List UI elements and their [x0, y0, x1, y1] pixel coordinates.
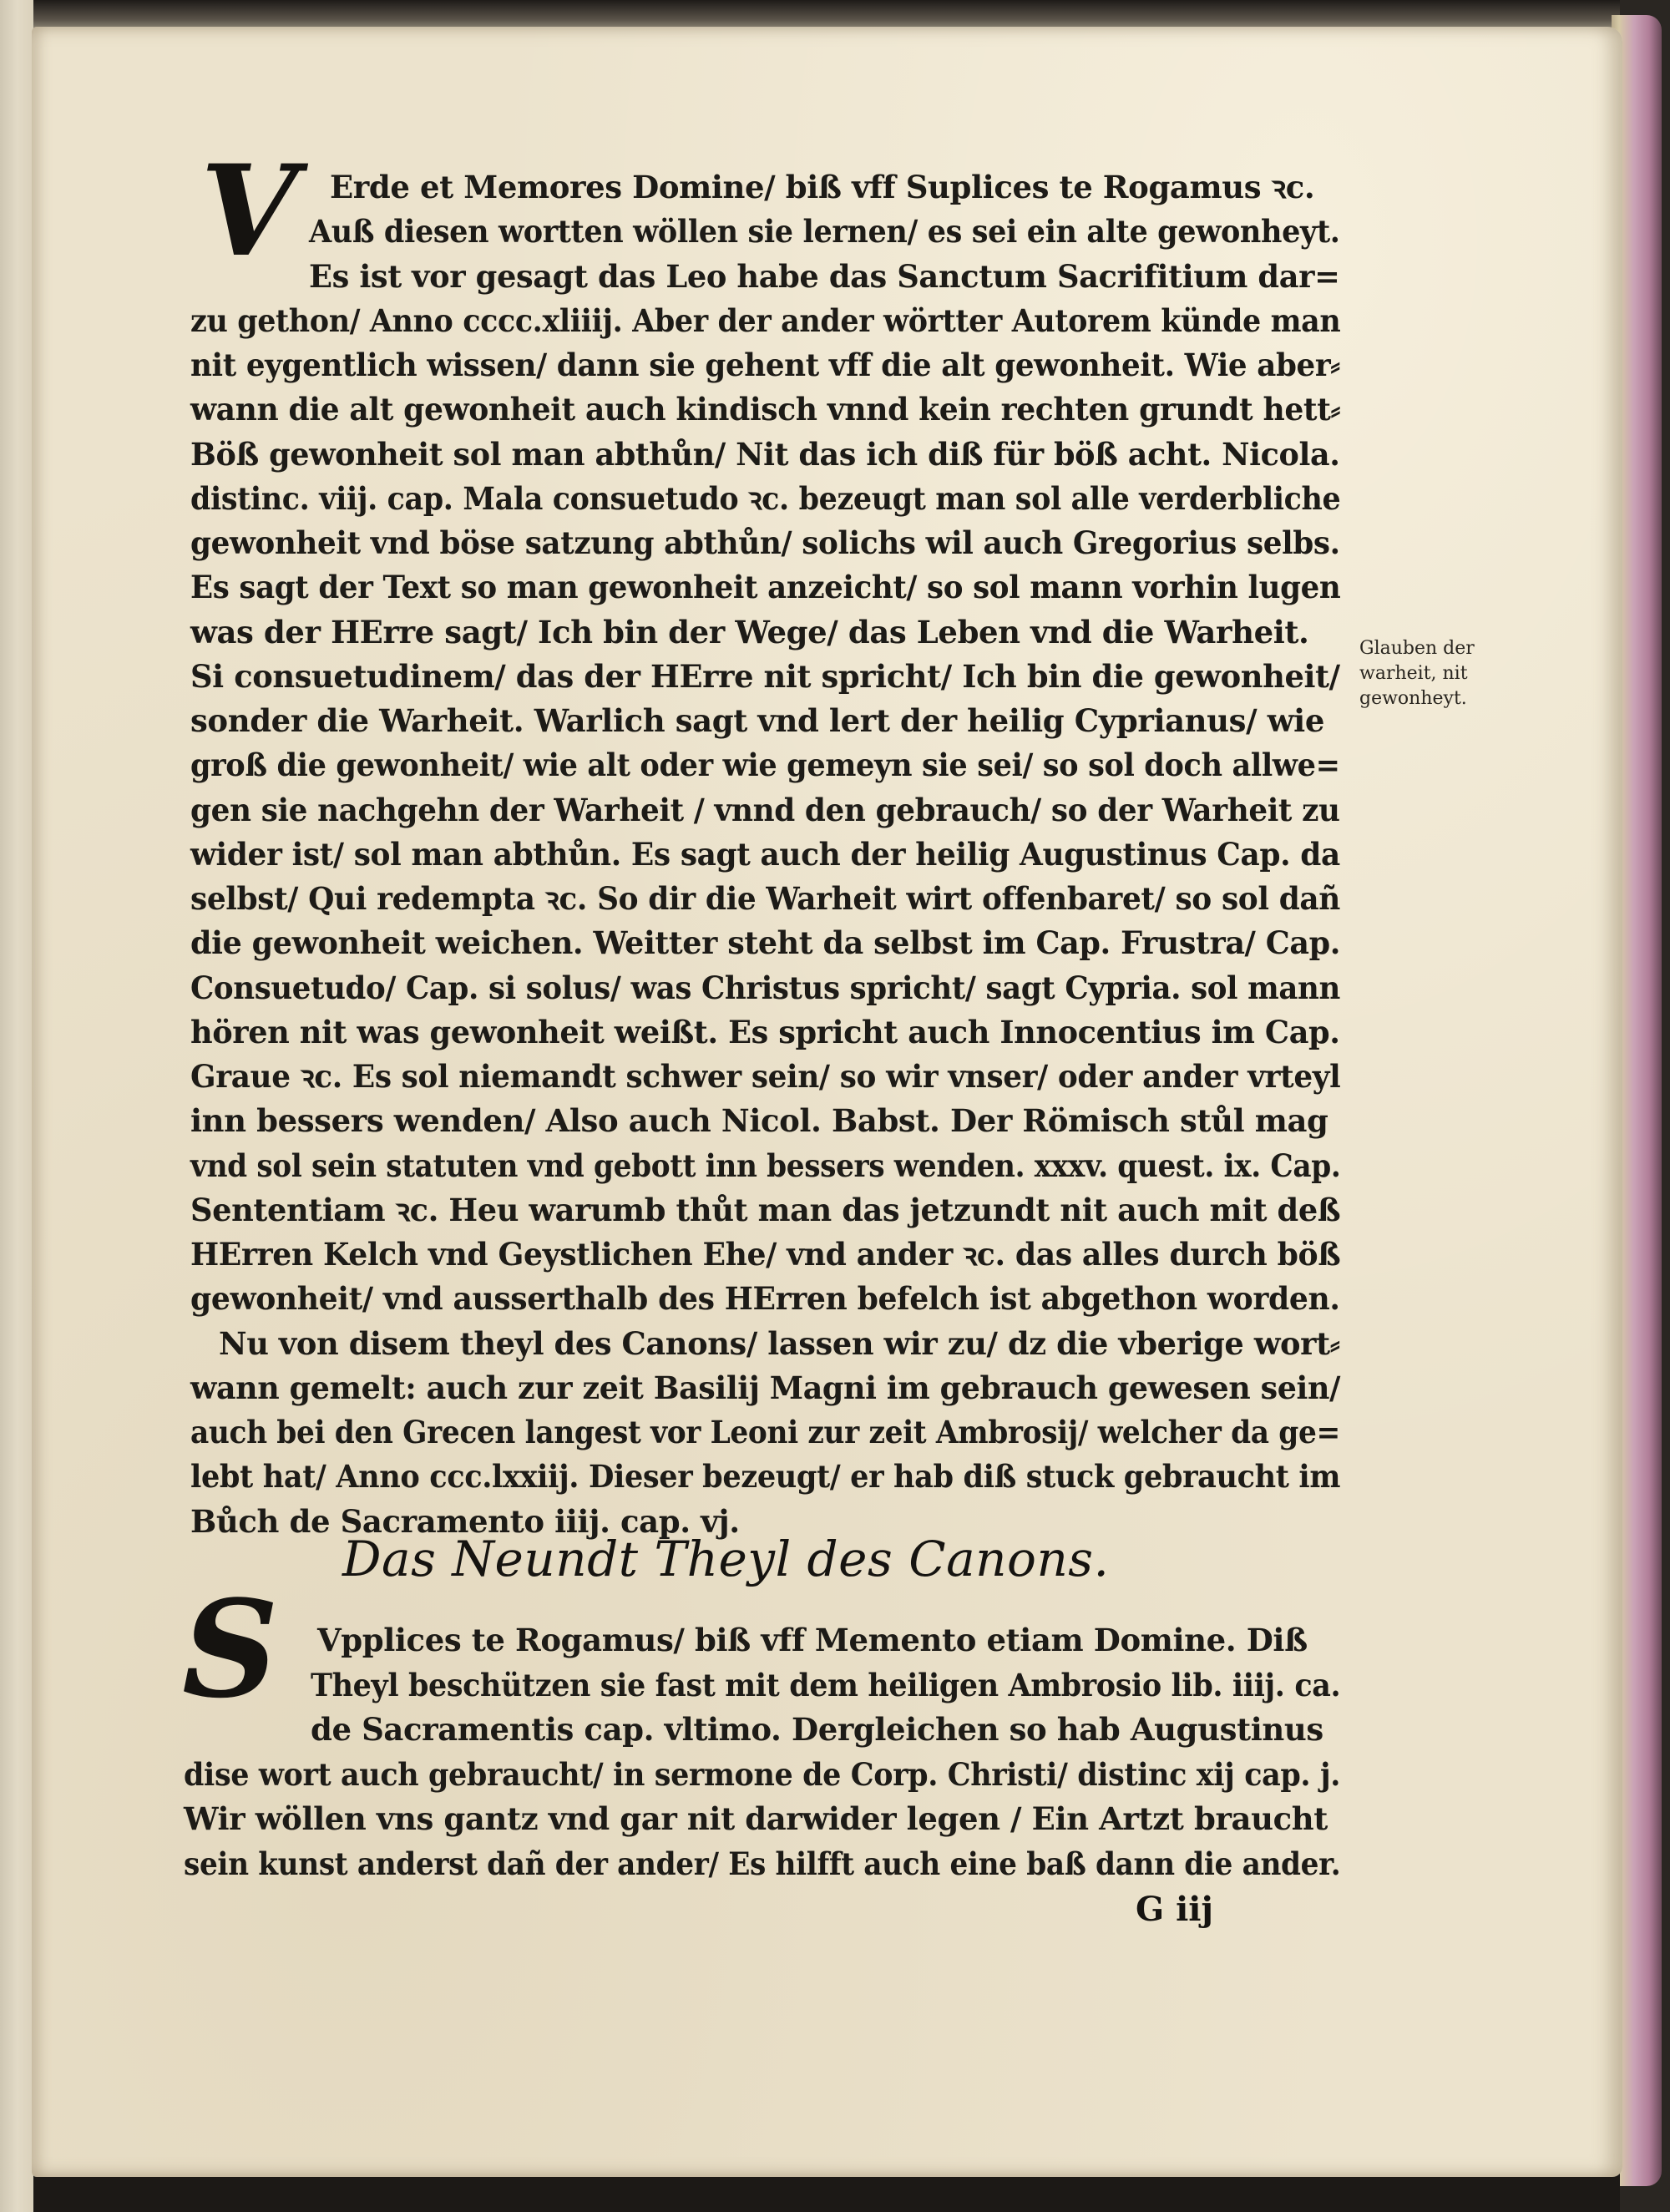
text-line: wann die alt gewonheit auch kindisch vnnd kein rechten grundt hett⸗ — [190, 391, 1341, 428]
text-line: lebt hat/ Anno ccc.lxxiij. Dieser bezeugt/ er hab diß stuck gebraucht im — [190, 1458, 1341, 1496]
text-line: Bůch de Sacramento iiij. cap. vj. — [190, 1502, 740, 1540]
text-line: vnd sol sein statuten vnd gebott inn bessers wenden. xxxv. quest. ix. Cap. — [190, 1146, 1341, 1184]
text-line: Sententiam ꝛc. Heu warumb thůt man das jetzundt nit auch mit deß — [190, 1191, 1341, 1228]
text-line: Theyl beschützen sie fast mit dem heiligen Ambrosio lib. iiij. ca. — [311, 1666, 1341, 1703]
drop-cap-initial: V — [200, 138, 298, 285]
text-line: Es ist vor gesagt das Leo habe das Sanctum Sacrifitium dar= — [309, 257, 1340, 295]
drop-cap-initial: S — [182, 1571, 279, 1728]
text-line: Nu von disem theyl des Canons/ lassen wir zu/ dz die vberige wort⸗ — [219, 1324, 1340, 1362]
text-line: inn bessers wenden/ Also auch Nicol. Babst. Der Römisch stůl mag — [190, 1102, 1328, 1140]
text-line: Si consuetudinem/ das der HErre nit spricht/ Ich bin die gewonheit/ — [190, 657, 1340, 695]
text-line: hören nit was gewonheit weißt. Es spricht auch Innocentius im Cap. — [190, 1013, 1340, 1050]
section-heading: Das Neundt Theyl des Canons. — [342, 1531, 1110, 1587]
text-line: wider ist/ sol man abthůn. Es sagt auch der heilig Augustinus Cap. da — [190, 835, 1340, 873]
text-line: Es sagt der Text so man gewonheit anzeicht/ so sol mann vorhin lugen — [190, 569, 1341, 606]
text-line: gewonheit/ vnd ausserthalb des HErren befelch ist abgethon worden. — [190, 1280, 1340, 1318]
text-line: sonder die Warheit. Warlich sagt vnd lert der heilig Cyprianus/ wie — [190, 702, 1324, 739]
text-line: selbst/ Qui redempta ꝛc. So dir die Warheit wirt offenbaret/ so sol dañ — [190, 880, 1341, 917]
text-line: distinc. viij. cap. Mala consuetudo ꝛc. bezeugt man sol alle verderbliche — [190, 479, 1341, 517]
text-line: groß die gewonheit/ wie alt oder wie gemeyn sie sei/ so sol doch allwe= — [190, 747, 1340, 784]
marginal-note-line: gewonheyt. — [1359, 688, 1467, 709]
signature-mark: G iij — [1136, 1890, 1213, 1929]
text-line: gen sie nachgehn der Warheit / vnnd den gebrauch/ so der Warheit zu — [190, 791, 1340, 828]
text-line: HErren Kelch vnd Geystlichen Ehe/ vnd ander ꝛc. das alles durch böß — [190, 1236, 1341, 1273]
text-line: Wir wöllen vns gantz vnd gar nit darwider legen / Ein Artzt braucht — [184, 1800, 1328, 1837]
text-line: Graue ꝛc. Es sol niemandt schwer sein/ so wir vnser/ oder ander vrteyl — [190, 1058, 1341, 1095]
text-line: Auß diesen wortten wöllen sie lernen/ es sei ein alte gewonheyt. — [309, 213, 1340, 251]
text-line: wann gemelt: auch zur zeit Basilij Magni im gebrauch gewesen sein/ — [190, 1369, 1340, 1406]
marginal-note-line: warheit, nit — [1359, 663, 1468, 684]
text-line: gewonheit vnd böse satzung abthůn/ solichs wil auch Gregorius selbs. — [190, 524, 1340, 561]
marginal-note — [1359, 636, 1518, 711]
text-line: de Sacramentis cap. vltimo. Dergleichen so hab Augustinus — [311, 1711, 1323, 1748]
text-line: Consuetudo/ Cap. si solus/ was Christus spricht/ sagt Cypria. sol mann — [190, 969, 1340, 1006]
marginal-note-line: Glauben der — [1359, 638, 1475, 659]
text-line: auch bei den Grecen langest vor Leoni zur zeit Ambrosij/ welcher da ge= — [190, 1414, 1340, 1450]
text-line: die gewonheit weichen. Weitter steht da selbst im Cap. Frustra/ Cap. — [190, 924, 1341, 962]
text-line: Erde et Memores Domine/ biß vff Suplices te Rogamus ꝛc. — [330, 169, 1315, 205]
text-line: zu gethon/ Anno cccc.xliiij. Aber der ander wörtter Autorem künde man — [190, 301, 1341, 339]
text-line: sein kunst anderst dañ der ander/ Es hilfft auch eine baß dann die ander. — [184, 1845, 1341, 1882]
text-line: was der HErre sagt/ Ich bin der Wege/ das Leben vnd die Warheit. — [190, 613, 1309, 650]
text-line: nit eygentlich wissen/ dann sie gehent vff die alt gewonheit. Wie aber⸗ — [190, 347, 1340, 383]
text-line: Vpplices te Rogamus/ biß vff Memento etiam Domine. Diß — [317, 1622, 1308, 1658]
text-line: Böß gewonheit sol man abthůn/ Nit das ich diß für böß acht. Nicola. — [190, 435, 1340, 473]
text-line: dise wort auch gebraucht/ in sermone de Corp. Christi/ distinc xij cap. j. — [184, 1755, 1341, 1793]
